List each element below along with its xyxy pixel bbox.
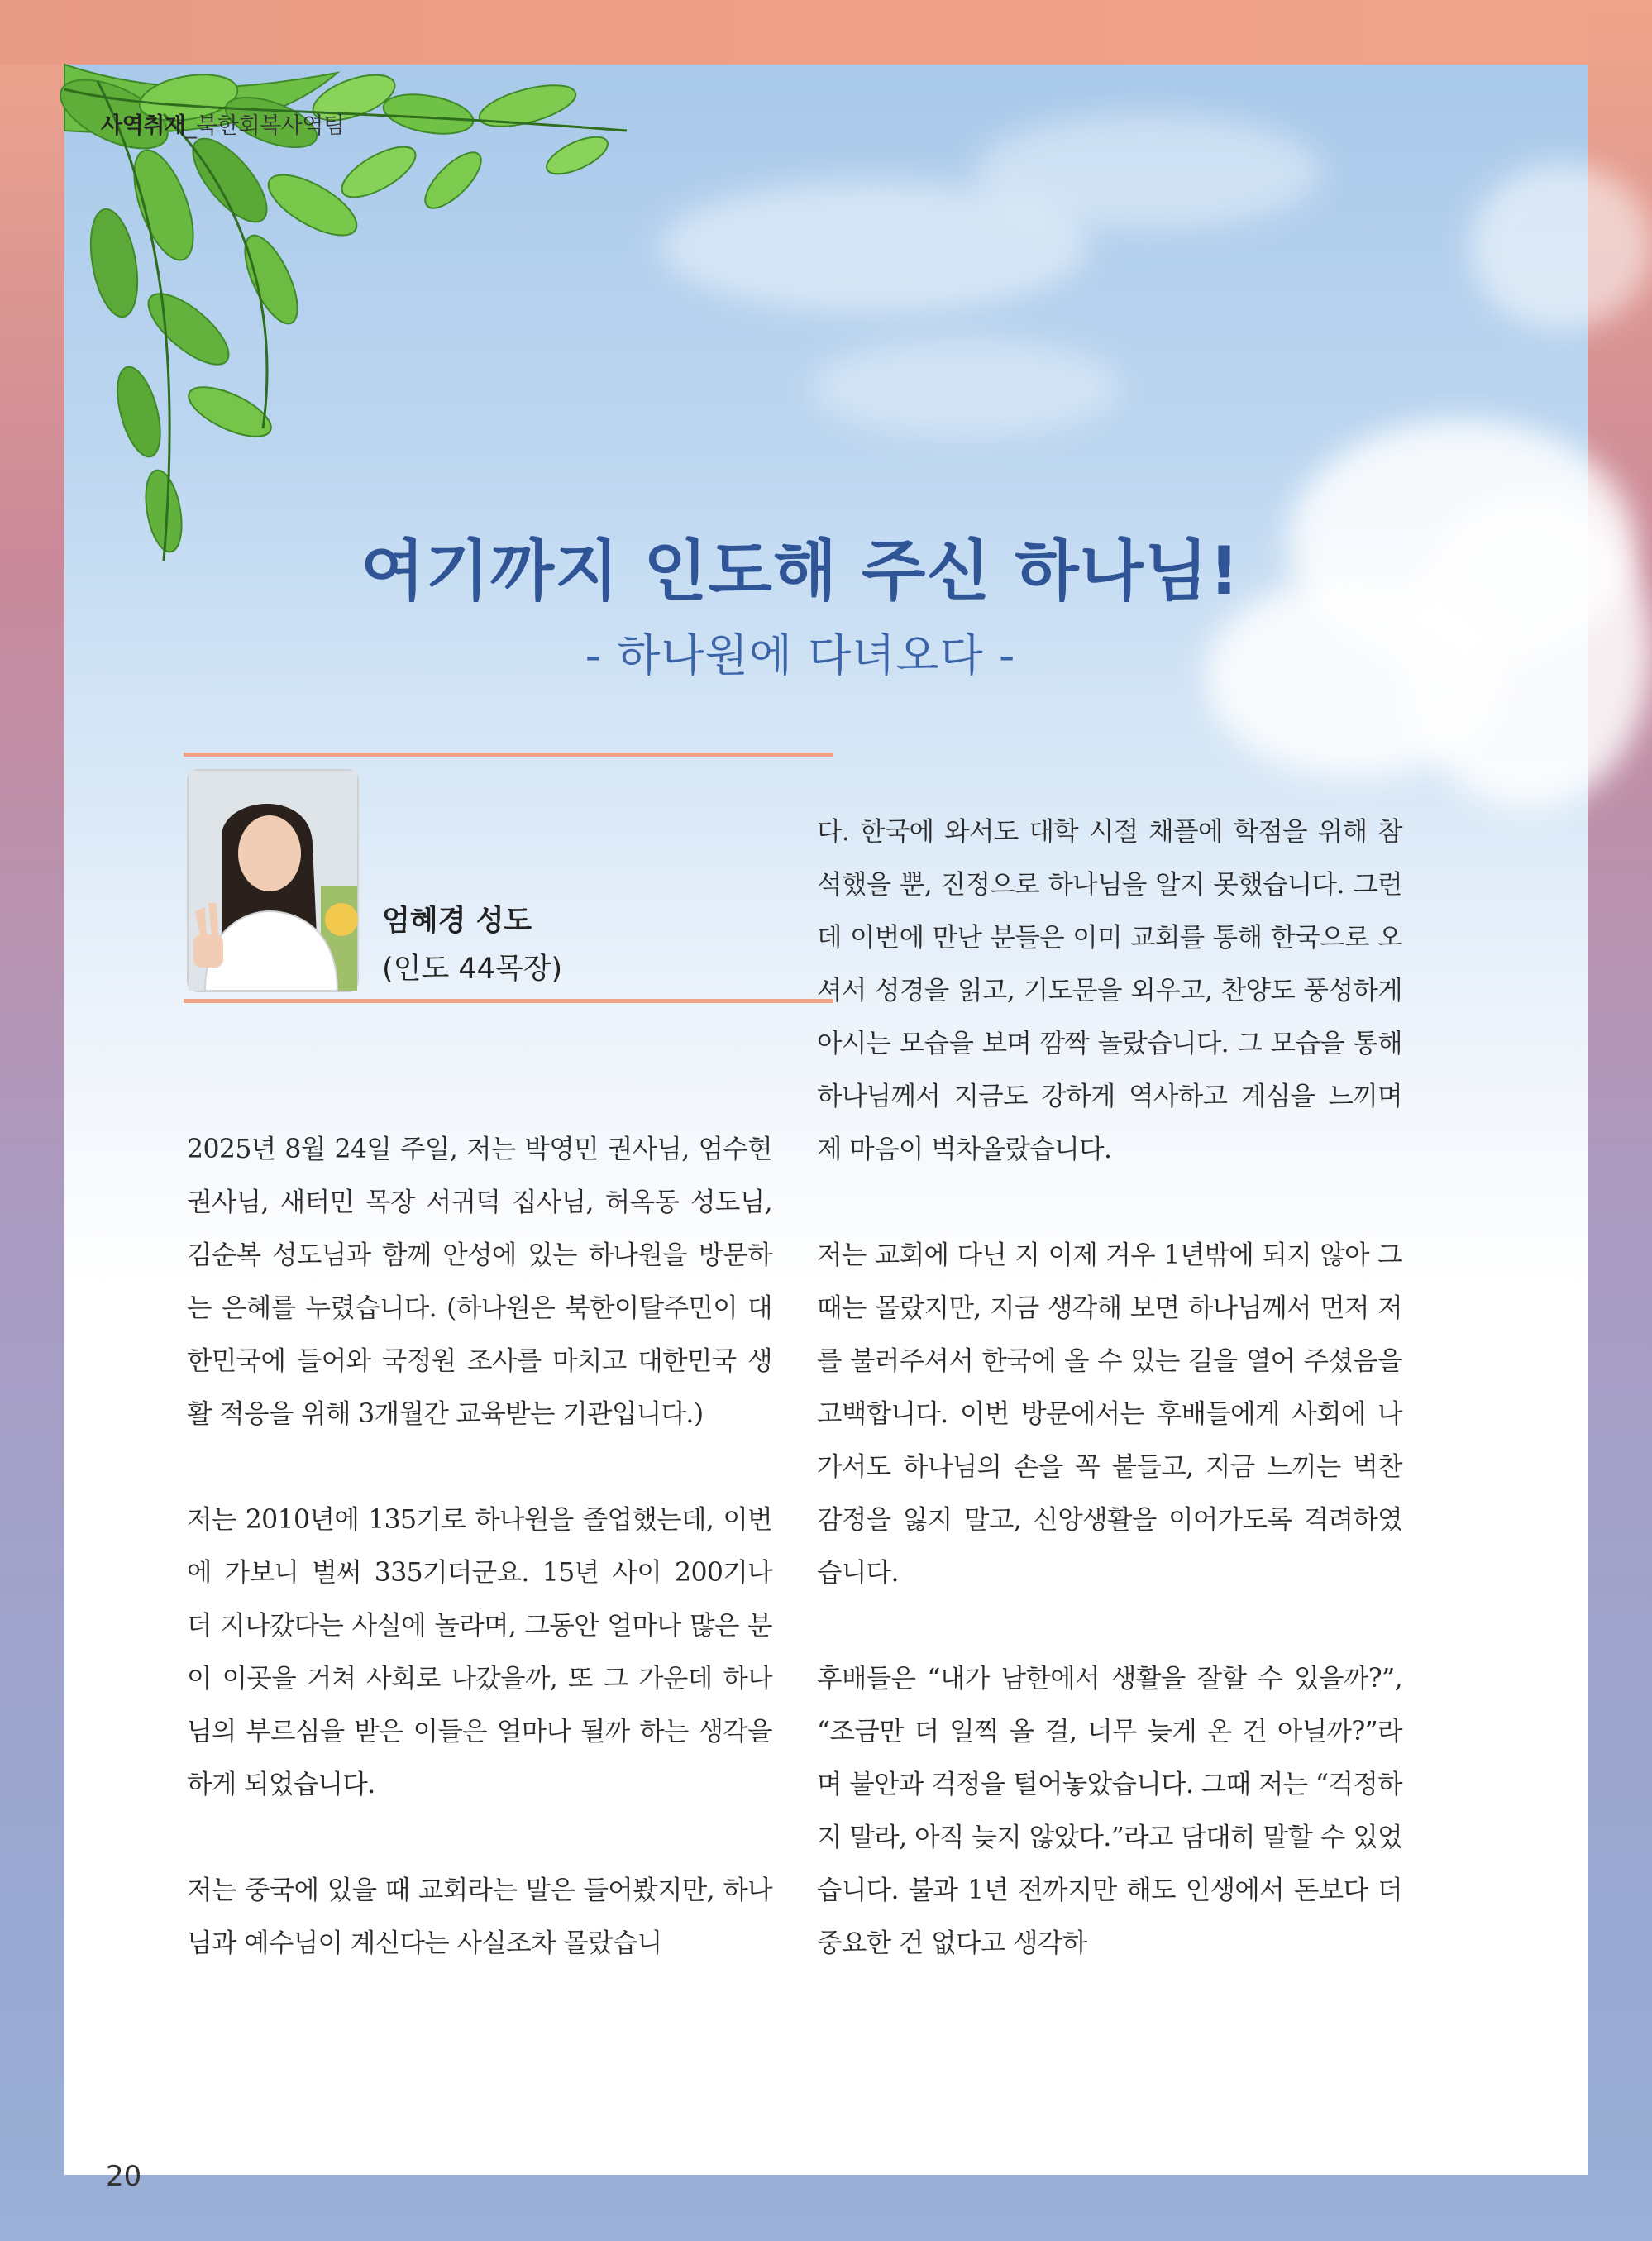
paragraph: 저는 2010년에 135기로 하나원을 졸업했는데, 이번에 가보니 벌써 335기더군요. 15년 사이 200기나 더 지나갔다는 사실에 놀라며, 그동안 얼마나 많은 분이 이곳을 거쳐 사회로 나갔을까, 또 그 가운데 하나님의 부르심을 받은 이들은 얼마나 될까 하는 생각을 하게 되었습니다. (187, 1505, 772, 1799)
author-group: (인도 44목장) (382, 953, 563, 986)
body-column-left (187, 1123, 772, 1970)
author-portrait-image (189, 771, 357, 991)
body-column-right (817, 805, 1402, 1970)
page-number: 20 (106, 2160, 142, 2193)
author-photo (187, 769, 359, 992)
top-band (0, 0, 1588, 65)
article-subtitle: - 하나원에 다녀오다 - (585, 629, 1016, 681)
magazine-page (64, 65, 1588, 2193)
paragraph: 저는 중국에 있을 때 교회라는 말은 들어봤지만, 하나님과 예수님이 계신다는 사실조차 몰랐습니 (187, 1875, 772, 1958)
leaves-decoration (64, 65, 643, 577)
paragraph: 다. 한국에 와서도 대학 시절 채플에 학점을 위해 참석했을 뿐, 진정으로 하나님을 알지 못했습니다. 그런데 이번에 만난 분들은 이미 교회를 통해 한국으로 오셔서 성경을 읽고, 기도문을 외우고, 찬양도 풍성하게 아시는 모습을 보며 깜짝 놀랐습니다. 그 모습을 통해 하나님께서 지금도 강하게 역사하고 계심을 느끼며 제 마음이 벅차올랐습니다. (817, 817, 1402, 1164)
paragraph: 저는 교회에 다닌 지 이제 겨우 1년밖에 되지 않아 그때는 몰랐지만, 지금 생각해 보면 하나님께서 먼저 저를 불러주셔서 한국에 올 수 있는 길을 열어 주셨음을 고백합니다. 이번 방문에서는 후배들에게 사회에 나가서도 하나님의 손을 꼭 붙들고, 지금 느끼는 벅찬 감정을 잃지 말고, 신앙생활을 이어가도록 격려하였습니다. (817, 1240, 1402, 1588)
section-label: 사역취재_북한회복사역팀 (101, 113, 345, 139)
author-box-top-rule (184, 753, 833, 757)
paragraph: 2025년 8월 24일 주일, 저는 박영민 권사님, 엄수현 권사님, 새터민 목장 서귀덕 집사님, 허옥동 성도님, 김순복 성도님과 함께 안성에 있는 하나원을 방문하는 은혜를 누렸습니다. (하나원은 북한이탈주민이 대한민국에 들어와 국정원 조사를 마치고 대한민국 생활 적응을 위해 3개월간 교육받는 기관입니다.) (187, 1135, 772, 1429)
author-box-bottom-rule (184, 999, 833, 1003)
article-title: 여기까지 인도해 주신 하나님! (360, 533, 1240, 609)
author-name: 엄혜경 성도 (382, 905, 532, 938)
paragraph: 후배들은 “내가 남한에서 생활을 잘할 수 있을까?”, “조금만 더 일찍 올 걸, 너무 늦게 온 건 아닐까?”라며 불안과 걱정을 털어놓았습니다. 그때 저는 “걱정하지 말라, 아직 늦지 않았다.”라고 담대히 말할 수 있었습니다. 불과 1년 전까지만 해도 인생에서 돈보다 더 중요한 건 없다고 생각하 (817, 1664, 1402, 1958)
